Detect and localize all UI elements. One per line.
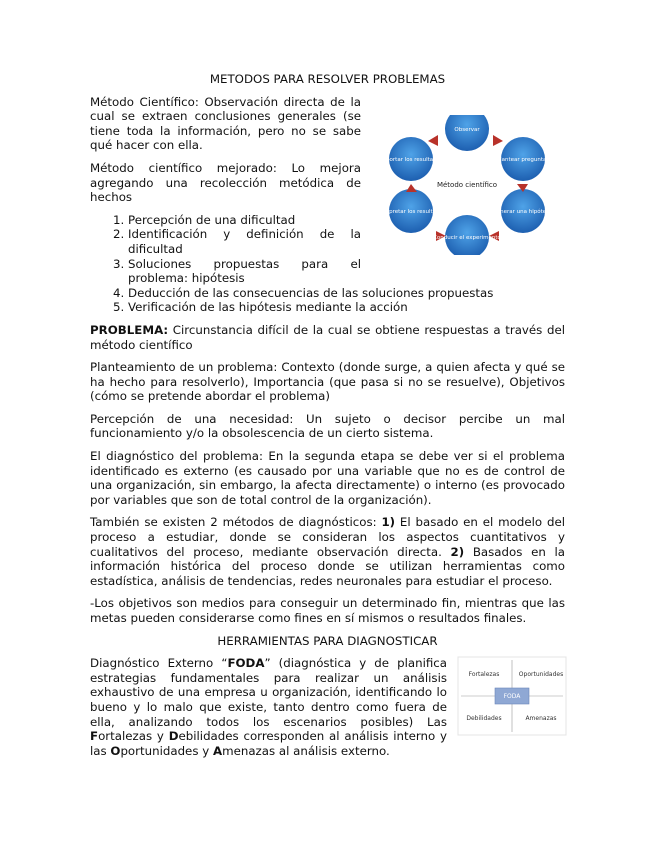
node-label-plantear: Plantear preguntas [496,156,550,163]
paragraph-problema [90,323,565,352]
paragraph-metodo-cientifico: Método Científico: Observación directa de la cual se extraen conclusiones generales (se tiene toda la información, pero no se sabe qué hacer con ella. [90,94,361,153]
foda-center: FODA [503,693,521,701]
paragraph-metodos-diagnostico: También se existen 2 métodos de diagnósticos: 1) El basado en el modelo del proceso a estudiar, donde se consideran los aspectos cuantitativos y cualitativos del proceso, mediante observación directa. 2) Basados en la información histórica del proceso donde se utilizan herramientas como estadística, análisis de tendencias, redes neuronales para estudiar el proceso. [90,515,565,588]
list-item: 1. Percepción de una dificultad [128,213,565,228]
node-label-interpretar: Interpretar los resultados [376,208,446,215]
node-label-experimento: Conducir el experimento [433,234,501,241]
paragraph-objetivos: -Los objetivos son medios para conseguir un determinado fin, mientras que las metas pueden considerarse como fines en sí mismos o resultados finales. [90,596,565,625]
foda-fortalezas: Fortalezas [468,671,500,679]
scientific-method-diagram [367,115,567,255]
section-subtitle: HERRAMIENTAS PARA DIAGNOSTICAR [217,633,438,648]
foda-oportunidades: Oportunidades [518,671,564,679]
node-label-observar: Observar [454,126,480,133]
diagram-center-label: Método científico [436,180,498,189]
list-item: 3. Soluciones propuestas para el problema: hipótesis [128,257,565,286]
node-label-reportar: Reportar los resultados [379,156,443,163]
cycle-node-observar [445,115,489,151]
foda-matrix [457,656,567,736]
foda-debilidades: Debilidades [466,715,502,723]
problema-label: PROBLEMA: [90,322,169,337]
list-item: 5. Verificación de las hipótesis mediante la acción [128,300,565,315]
node-label-hipotesis: Generar una hipótesis [492,208,554,215]
list-item: 4. Deducción de las consecuencias de las soluciones propuestas [128,286,565,301]
paragraph-metodo-mejorado: Método científico mejorado: Lo mejora agregando una recolección metódica de hechos [90,160,361,205]
paragraph-planteamiento: Planteamiento de un problema: Contexto (donde surge, a quien afecta y qué se ha hecho para resolverlo), Importancia (que pasa si no se resuelve), Objetivos (cómo se pretende abordar el problema) [90,360,565,404]
paragraph-diagnostico: El diagnóstico del problema: En la segunda etapa se debe ver si el problema identificado es externo (es causado por una variable que no es de control de una organización, sin embargo, la afecta directamente) o interno (es provocado por variables que son de total control de la organización). [90,449,565,507]
paragraph-percepcion: Percepción de una necesidad: Un sujeto o decisor percibe un mal funcionamiento y/o la obsolescencia de un cierto sistema. [90,411,565,441]
document-page [90,72,565,766]
document-title: METODOS PARA RESOLVER PROBLEMAS [209,72,446,86]
foda-amenazas: Amenazas [525,715,557,723]
problema-text: Circunstancia difícil de la cual se obtiene respuestas a través del método científico [90,322,565,352]
list-item: 2. Identificación y definición de la dificultad [128,227,565,256]
paragraph-foda: Diagnóstico Externo “FODA” (diagnóstica y de planifica estrategias fundamentales para realizar un análisis exhaustivo de una empresa u organización, identificando lo bueno y lo malo que existe, tanto dentro como fuera de ella, analizando todos los escenarios posibles) Las Fortalezas y Debilidades corresponden al análisis interno y las Oportunidades y Amenazas al análisis externo. [90,656,448,758]
